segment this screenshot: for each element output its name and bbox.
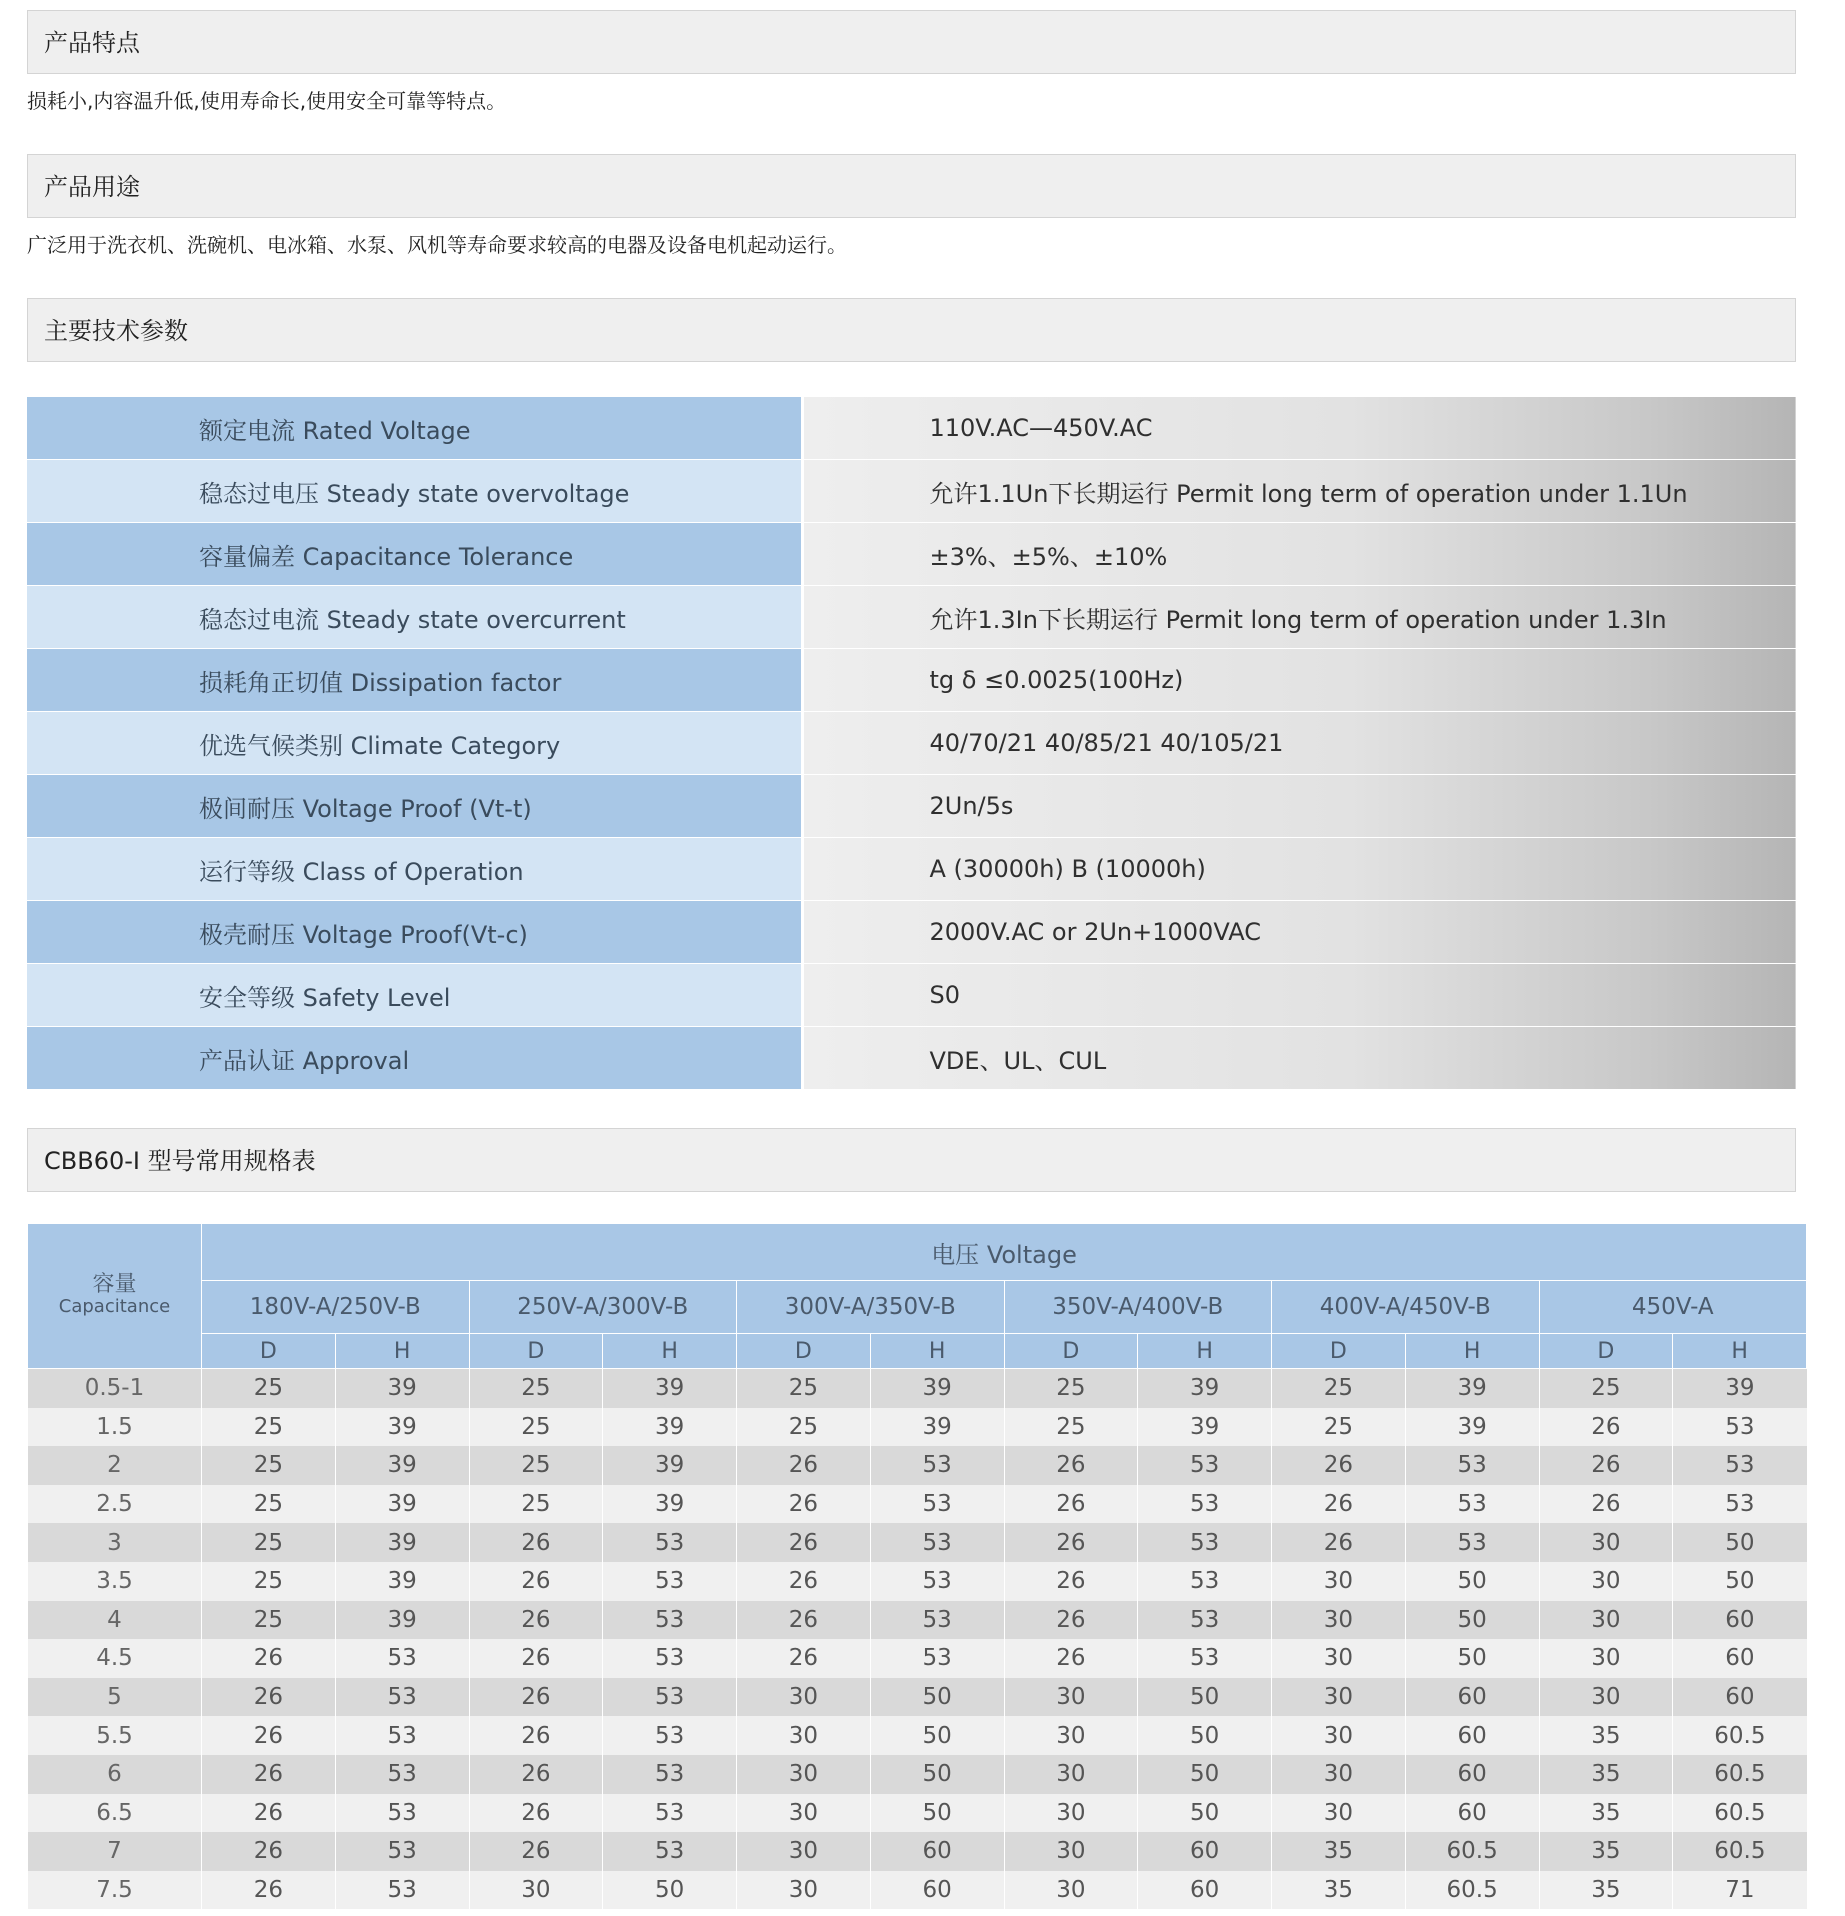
table-row (28, 1523, 1807, 1562)
dimension-cell: 30 (1539, 1601, 1673, 1640)
dimension-cell: 26 (1539, 1408, 1673, 1447)
spec-label: 极间耐压 Voltage Proof (Vt-t) (27, 775, 802, 838)
dimension-cell: 50 (1673, 1523, 1807, 1562)
dimension-cell: 30 (1004, 1678, 1138, 1717)
dimension-cell: 60 (1405, 1678, 1539, 1717)
dimension-cell: 53 (335, 1639, 469, 1678)
dimension-cell: 26 (202, 1832, 336, 1871)
voltage-group-header: 180V-A/250V-B (202, 1281, 470, 1334)
dimension-cell: 26 (469, 1678, 603, 1717)
dimension-cell: 53 (1405, 1446, 1539, 1485)
dimension-cell: 25 (202, 1408, 336, 1447)
dimension-cell: 30 (1272, 1601, 1406, 1640)
dimension-cell: 30 (1539, 1562, 1673, 1601)
dimension-cell: 26 (469, 1562, 603, 1601)
capacitance-cell: 6 (28, 1755, 202, 1794)
dimension-cell: 60 (1138, 1871, 1272, 1910)
dimension-cell: 50 (1405, 1639, 1539, 1678)
table-row (28, 1639, 1807, 1678)
dimension-cell: 30 (1272, 1562, 1406, 1601)
dimension-cell: 26 (1272, 1485, 1406, 1524)
dimension-cell: 53 (1138, 1601, 1272, 1640)
dimension-cell: 60 (870, 1832, 1004, 1871)
dimension-cell: 25 (737, 1369, 871, 1408)
capacitance-cell: 7.5 (28, 1871, 202, 1910)
capacitance-cell: 5 (28, 1678, 202, 1717)
capacitance-header (28, 1224, 202, 1369)
dimension-cell: 39 (335, 1601, 469, 1640)
dimension-cell: 26 (202, 1871, 336, 1910)
spec-value: 2Un/5s (802, 775, 1796, 838)
spec-table (27, 397, 1796, 1090)
table-row (28, 1716, 1807, 1755)
dimension-cell: 26 (1004, 1523, 1138, 1562)
spec-row (27, 523, 1796, 586)
dimension-cell: 53 (1405, 1523, 1539, 1562)
dimension-cell: 60 (1405, 1794, 1539, 1833)
dimension-cell: 30 (1539, 1639, 1673, 1678)
dimension-cell: 26 (737, 1601, 871, 1640)
dimension-cell: 60.5 (1405, 1871, 1539, 1910)
height-header: H (603, 1334, 737, 1369)
spec-label: 额定电流 Rated Voltage (27, 397, 802, 460)
spec-value: VDE、UL、CUL (802, 1027, 1796, 1090)
capacitance-cell: 6.5 (28, 1794, 202, 1833)
dimension-cell: 25 (202, 1562, 336, 1601)
dimension-cell: 25 (737, 1408, 871, 1447)
dimension-cell: 26 (1004, 1601, 1138, 1640)
dimension-cell: 26 (1004, 1485, 1138, 1524)
capacitance-cell: 1.5 (28, 1408, 202, 1447)
dimension-cell: 39 (603, 1369, 737, 1408)
dimension-cell: 35 (1539, 1716, 1673, 1755)
dimension-cell: 50 (870, 1678, 1004, 1717)
dimension-cell: 25 (469, 1369, 603, 1408)
spec-label: 稳态过电流 Steady state overcurrent (27, 586, 802, 649)
voltage-group-header: 400V-A/450V-B (1272, 1281, 1540, 1334)
dimension-cell: 39 (335, 1369, 469, 1408)
dimension-cell: 53 (603, 1523, 737, 1562)
dimension-cell: 60.5 (1673, 1755, 1807, 1794)
dimension-cell: 26 (469, 1794, 603, 1833)
capacitance-cell: 3 (28, 1523, 202, 1562)
spec-value: ±3%、±5%、±10% (802, 523, 1796, 586)
dimension-cell: 60.5 (1673, 1832, 1807, 1871)
dimension-cell: 53 (1138, 1523, 1272, 1562)
dimension-cell: 30 (1272, 1639, 1406, 1678)
spec-value: 110V.AC—450V.AC (802, 397, 1796, 460)
dimension-cell: 25 (1272, 1408, 1406, 1447)
dimension-cell: 39 (870, 1369, 1004, 1408)
dimension-cell: 60.5 (1673, 1794, 1807, 1833)
dimension-cell: 60.5 (1673, 1716, 1807, 1755)
section-header-params: 主要技术参数 (27, 298, 1796, 362)
section-header-specs: CBB60-I 型号常用规格表 (27, 1128, 1796, 1192)
section-header-features: 产品特点 (27, 10, 1796, 74)
capacitance-cell: 0.5-1 (28, 1369, 202, 1408)
spec-value: 40/70/21 40/85/21 40/105/21 (802, 712, 1796, 775)
dimension-cell: 53 (1405, 1485, 1539, 1524)
dimension-cell: 30 (1004, 1871, 1138, 1910)
dimension-cell: 25 (202, 1446, 336, 1485)
dimension-cell: 53 (1138, 1446, 1272, 1485)
dimension-cell: 39 (1138, 1369, 1272, 1408)
dimension-cell: 26 (202, 1678, 336, 1717)
table-row (28, 1832, 1807, 1871)
height-header: H (1138, 1334, 1272, 1369)
dimension-cell: 26 (737, 1562, 871, 1601)
dimension-cell: 26 (737, 1639, 871, 1678)
dimension-cell: 53 (335, 1871, 469, 1910)
dimension-cell: 25 (1539, 1369, 1673, 1408)
dimension-cell: 30 (1004, 1832, 1138, 1871)
dimension-cell: 39 (1405, 1369, 1539, 1408)
dimension-cell: 30 (1539, 1523, 1673, 1562)
dimension-cell: 50 (1138, 1755, 1272, 1794)
dimension-cell: 25 (202, 1523, 336, 1562)
spec-label: 安全等级 Safety Level (27, 964, 802, 1027)
dimension-cell: 53 (335, 1755, 469, 1794)
capacitance-header-en: Capacitance (58, 1296, 171, 1317)
dimension-cell: 30 (1004, 1716, 1138, 1755)
spec-label: 损耗角正切值 Dissipation factor (27, 649, 802, 712)
diameter-header: D (202, 1334, 336, 1369)
table-row (28, 1871, 1807, 1910)
spec-row (27, 1027, 1796, 1090)
dimension-cell: 53 (335, 1794, 469, 1833)
capacitance-header-cn: 容量 (92, 1272, 137, 1297)
dimension-cell: 25 (469, 1446, 603, 1485)
dimension-cell: 39 (1138, 1408, 1272, 1447)
voltage-group-header: 350V-A/400V-B (1004, 1281, 1272, 1334)
table-row (28, 1369, 1807, 1408)
dimension-cell: 39 (603, 1485, 737, 1524)
spec-label: 产品认证 Approval (27, 1027, 802, 1090)
dimension-cell: 60 (1405, 1755, 1539, 1794)
dimension-cell: 39 (603, 1446, 737, 1485)
capacitance-cell: 2 (28, 1446, 202, 1485)
dimension-cell: 30 (1004, 1794, 1138, 1833)
dimension-cell: 39 (1405, 1408, 1539, 1447)
dimension-cell: 26 (737, 1485, 871, 1524)
dimension-cell: 50 (870, 1794, 1004, 1833)
dimension-cell: 30 (737, 1678, 871, 1717)
dimension-cell: 53 (603, 1639, 737, 1678)
dimension-cell: 50 (870, 1716, 1004, 1755)
dimension-cell: 39 (335, 1408, 469, 1447)
features-text: 损耗小,内容温升低,使用寿命长,使用安全可靠等特点。 (27, 89, 507, 113)
dimension-cell: 50 (603, 1871, 737, 1910)
spec-value: S0 (802, 964, 1796, 1027)
dimension-cell: 26 (202, 1755, 336, 1794)
dimension-cell: 71 (1673, 1871, 1807, 1910)
dimension-cell: 30 (1272, 1678, 1406, 1717)
table-row (28, 1678, 1807, 1717)
usage-text: 广泛用于洗衣机、洗碗机、电冰箱、水泵、风机等寿命要求较高的电器及设备电机起动运行。 (27, 233, 847, 257)
dimension-cell: 26 (1539, 1446, 1673, 1485)
size-table (27, 1223, 1807, 1909)
dimension-cell: 26 (469, 1639, 603, 1678)
table-row (28, 1601, 1807, 1640)
capacitance-cell: 4 (28, 1601, 202, 1640)
dimension-cell: 26 (202, 1794, 336, 1833)
spec-row (27, 964, 1796, 1027)
spec-value: 允许1.1Un下长期运行 Permit long term of operation under 1.1Un (802, 460, 1796, 523)
table-row (28, 1755, 1807, 1794)
dimension-cell: 60 (870, 1871, 1004, 1910)
dimension-cell: 53 (870, 1562, 1004, 1601)
dimension-cell: 50 (1138, 1678, 1272, 1717)
diameter-header: D (1539, 1334, 1673, 1369)
dimension-cell: 53 (603, 1678, 737, 1717)
spec-label: 优选气候类别 Climate Category (27, 712, 802, 775)
table-row (28, 1408, 1807, 1447)
dimension-cell: 26 (469, 1832, 603, 1871)
dimension-cell: 30 (737, 1716, 871, 1755)
dimension-cell: 25 (202, 1485, 336, 1524)
dimension-cell: 25 (202, 1601, 336, 1640)
capacitance-cell: 3.5 (28, 1562, 202, 1601)
dimension-cell: 30 (1272, 1755, 1406, 1794)
dimension-cell: 53 (870, 1523, 1004, 1562)
spec-row (27, 901, 1796, 964)
dimension-cell: 53 (335, 1832, 469, 1871)
dimension-cell: 53 (1673, 1485, 1807, 1524)
table-row (28, 1794, 1807, 1833)
dimension-cell: 50 (1405, 1562, 1539, 1601)
dimension-cell: 25 (1004, 1369, 1138, 1408)
dimension-cell: 60.5 (1405, 1832, 1539, 1871)
dimension-cell: 26 (1272, 1446, 1406, 1485)
dimension-cell: 26 (202, 1716, 336, 1755)
spec-row (27, 838, 1796, 901)
dimension-cell: 53 (1138, 1485, 1272, 1524)
dimension-cell: 35 (1272, 1871, 1406, 1910)
dimension-cell: 53 (870, 1446, 1004, 1485)
capacitance-cell: 5.5 (28, 1716, 202, 1755)
dimension-cell: 26 (1004, 1639, 1138, 1678)
dimension-cell: 30 (737, 1832, 871, 1871)
dimension-cell: 35 (1539, 1755, 1673, 1794)
voltage-group-header: 300V-A/350V-B (737, 1281, 1005, 1334)
dimension-cell: 39 (870, 1408, 1004, 1447)
spec-label: 运行等级 Class of Operation (27, 838, 802, 901)
dimension-cell: 53 (1138, 1639, 1272, 1678)
dimension-cell: 53 (603, 1755, 737, 1794)
dimension-cell: 30 (737, 1871, 871, 1910)
dimension-cell: 25 (1272, 1369, 1406, 1408)
dimension-cell: 53 (603, 1832, 737, 1871)
dimension-cell: 60 (1673, 1639, 1807, 1678)
dimension-cell: 30 (1004, 1755, 1138, 1794)
dimension-cell: 53 (335, 1716, 469, 1755)
dimension-cell: 30 (737, 1794, 871, 1833)
table-row (28, 1562, 1807, 1601)
dimension-cell: 30 (1272, 1716, 1406, 1755)
capacitance-cell: 7 (28, 1832, 202, 1871)
dimension-cell: 60 (1138, 1832, 1272, 1871)
dimension-cell: 26 (1004, 1562, 1138, 1601)
dimension-cell: 53 (603, 1601, 737, 1640)
dimension-cell: 53 (870, 1601, 1004, 1640)
dimension-cell: 53 (1673, 1408, 1807, 1447)
dimension-cell: 26 (1272, 1523, 1406, 1562)
dimension-cell: 50 (1138, 1794, 1272, 1833)
dimension-cell: 30 (1539, 1678, 1673, 1717)
dimension-cell: 53 (603, 1716, 737, 1755)
height-header: H (1405, 1334, 1539, 1369)
spec-value: 允许1.3In下长期运行 Permit long term of operation under 1.3In (802, 586, 1796, 649)
diameter-header: D (1272, 1334, 1406, 1369)
dimension-cell: 50 (1405, 1601, 1539, 1640)
dimension-cell: 30 (1272, 1794, 1406, 1833)
spec-value: 2000V.AC or 2Un+1000VAC (802, 901, 1796, 964)
dimension-cell: 39 (335, 1446, 469, 1485)
dimension-cell: 53 (603, 1562, 737, 1601)
dimension-cell: 53 (1673, 1446, 1807, 1485)
dimension-cell: 60 (1673, 1601, 1807, 1640)
dimension-cell: 39 (1673, 1369, 1807, 1408)
dimension-cell: 53 (335, 1678, 469, 1717)
dimension-cell: 60 (1405, 1716, 1539, 1755)
dimension-cell: 26 (469, 1716, 603, 1755)
spec-label: 极壳耐压 Voltage Proof(Vt-c) (27, 901, 802, 964)
dimension-cell: 53 (870, 1639, 1004, 1678)
spec-row (27, 712, 1796, 775)
dimension-cell: 35 (1539, 1794, 1673, 1833)
dimension-cell: 25 (202, 1369, 336, 1408)
voltage-header: 电压 Voltage (202, 1224, 1807, 1281)
dimension-cell: 60 (1673, 1678, 1807, 1717)
dimension-cell: 39 (335, 1485, 469, 1524)
dimension-cell: 50 (870, 1755, 1004, 1794)
spec-row (27, 649, 1796, 712)
dimension-cell: 26 (737, 1446, 871, 1485)
capacitance-cell: 2.5 (28, 1485, 202, 1524)
spec-value: A (30000h) B (10000h) (802, 838, 1796, 901)
dimension-cell: 25 (469, 1485, 603, 1524)
dimension-cell: 25 (469, 1408, 603, 1447)
dimension-cell: 26 (1004, 1446, 1138, 1485)
spec-row (27, 460, 1796, 523)
dimension-cell: 39 (335, 1562, 469, 1601)
dimension-cell: 35 (1539, 1871, 1673, 1910)
dimension-cell: 53 (1138, 1562, 1272, 1601)
spec-value: tg δ ≤0.0025(100Hz) (802, 649, 1796, 712)
dimension-cell: 26 (202, 1639, 336, 1678)
dimension-cell: 25 (1004, 1408, 1138, 1447)
dimension-cell: 53 (870, 1485, 1004, 1524)
diameter-header: D (469, 1334, 603, 1369)
dimension-cell: 53 (603, 1794, 737, 1833)
spec-row (27, 586, 1796, 649)
dimension-cell: 35 (1272, 1832, 1406, 1871)
dimension-cell: 26 (469, 1523, 603, 1562)
height-header: H (870, 1334, 1004, 1369)
dimension-cell: 50 (1673, 1562, 1807, 1601)
dimension-cell: 26 (469, 1755, 603, 1794)
voltage-group-header: 450V-A (1539, 1281, 1807, 1334)
spec-row (27, 775, 1796, 838)
dimension-cell: 39 (335, 1523, 469, 1562)
dimension-cell: 26 (469, 1601, 603, 1640)
spec-row (27, 397, 1796, 460)
spec-label: 容量偏差 Capacitance Tolerance (27, 523, 802, 586)
diameter-header: D (737, 1334, 871, 1369)
dimension-cell: 26 (737, 1523, 871, 1562)
diameter-header: D (1004, 1334, 1138, 1369)
dimension-cell: 30 (469, 1871, 603, 1910)
dimension-cell: 50 (1138, 1716, 1272, 1755)
dimension-cell: 35 (1539, 1832, 1673, 1871)
capacitance-cell: 4.5 (28, 1639, 202, 1678)
dimension-cell: 26 (1539, 1485, 1673, 1524)
dimension-cell: 39 (603, 1408, 737, 1447)
table-row (28, 1446, 1807, 1485)
section-header-usage: 产品用途 (27, 154, 1796, 218)
height-header: H (335, 1334, 469, 1369)
height-header: H (1673, 1334, 1807, 1369)
dimension-cell: 30 (737, 1755, 871, 1794)
voltage-group-header: 250V-A/300V-B (469, 1281, 737, 1334)
table-row (28, 1485, 1807, 1524)
spec-label: 稳态过电压 Steady state overvoltage (27, 460, 802, 523)
